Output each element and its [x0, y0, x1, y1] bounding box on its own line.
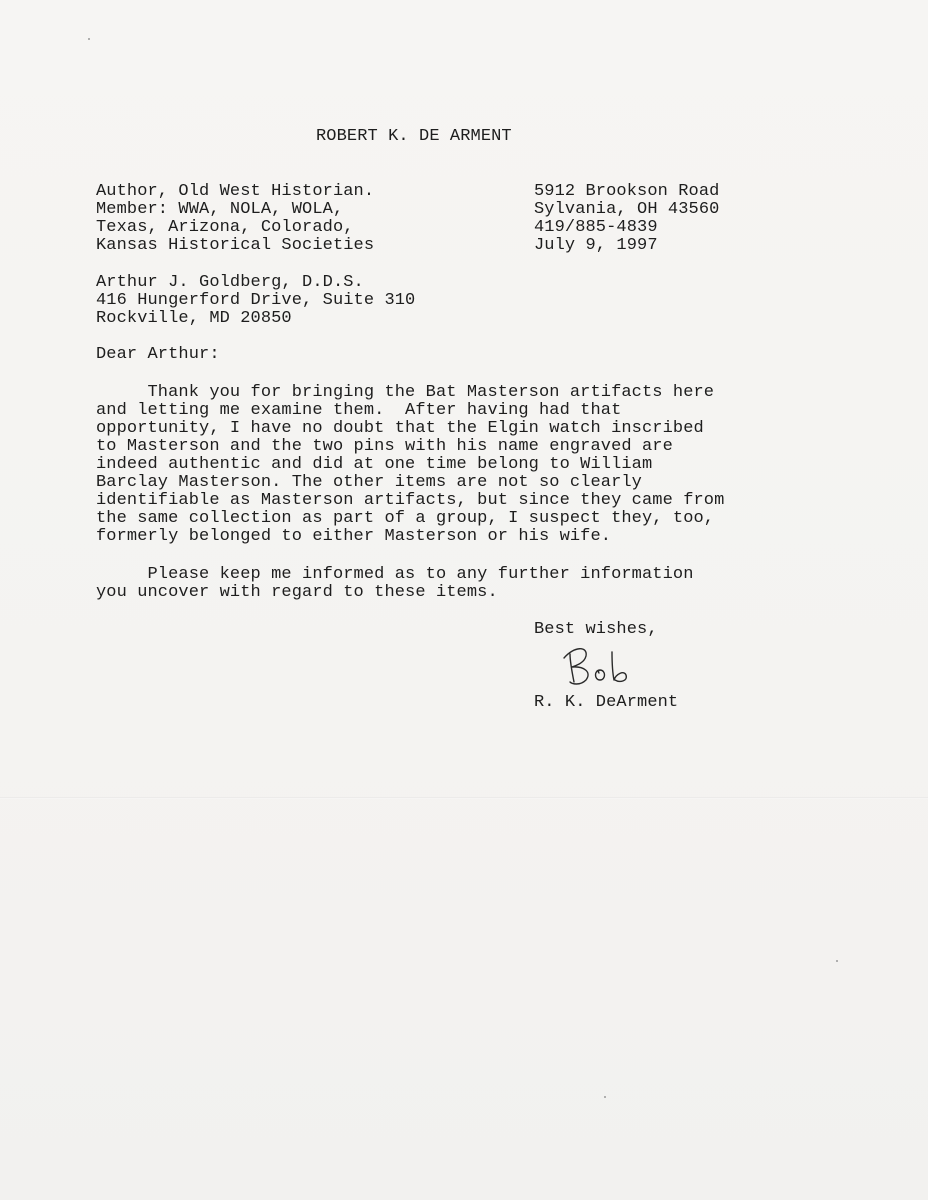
closing-phrase: Best wishes,: [534, 620, 658, 639]
handwritten-signature: [560, 640, 650, 690]
paper-speck: [836, 960, 838, 962]
recipient-line: Arthur J. Goldberg, D.D.S.: [96, 273, 364, 292]
body-line: opportunity, I have no doubt that the Elgin watch inscribed: [96, 419, 704, 438]
letter-date: July 9, 1997: [534, 236, 658, 255]
sender-address-line: 5912 Brookson Road: [534, 182, 720, 201]
sender-address-line: Sylvania, OH 43560: [534, 200, 720, 219]
typed-name: R. K. DeArment: [534, 693, 679, 712]
credentials-line: Author, Old West Historian.: [96, 182, 375, 201]
body-line: formerly belonged to either Masterson or his wife.: [96, 527, 612, 546]
salutation: Dear Arthur:: [96, 345, 220, 364]
body-line: and letting me examine them. After having had that: [96, 401, 622, 420]
body-line: Please keep me informed as to any further information: [96, 565, 694, 584]
body-line: to Masterson and the two pins with his name engraved are: [96, 437, 673, 456]
paper-speck: [604, 1096, 606, 1098]
recipient-line: Rockville, MD 20850: [96, 309, 292, 328]
body-line: the same collection as part of a group, I suspect they, too,: [96, 509, 715, 528]
paper-fold: [0, 797, 928, 799]
recipient-line: 416 Hungerford Drive, Suite 310: [96, 291, 416, 310]
body-line: indeed authentic and did at one time belong to William: [96, 455, 653, 474]
body-line: identifiable as Masterson artifacts, but since they came from: [96, 491, 725, 510]
body-line: Barclay Masterson. The other items are not so clearly: [96, 473, 642, 492]
credentials-line: Kansas Historical Societies: [96, 236, 375, 255]
credentials-line: Texas, Arizona, Colorado,: [96, 218, 354, 237]
body-line: you uncover with regard to these items.: [96, 583, 498, 602]
letterhead-name: ROBERT K. DE ARMENT: [316, 127, 512, 146]
paper-speck: [88, 38, 90, 40]
sender-phone: 419/885-4839: [534, 218, 658, 237]
body-line: Thank you for bringing the Bat Masterson artifacts here: [96, 383, 715, 402]
credentials-line: Member: WWA, NOLA, WOLA,: [96, 200, 344, 219]
